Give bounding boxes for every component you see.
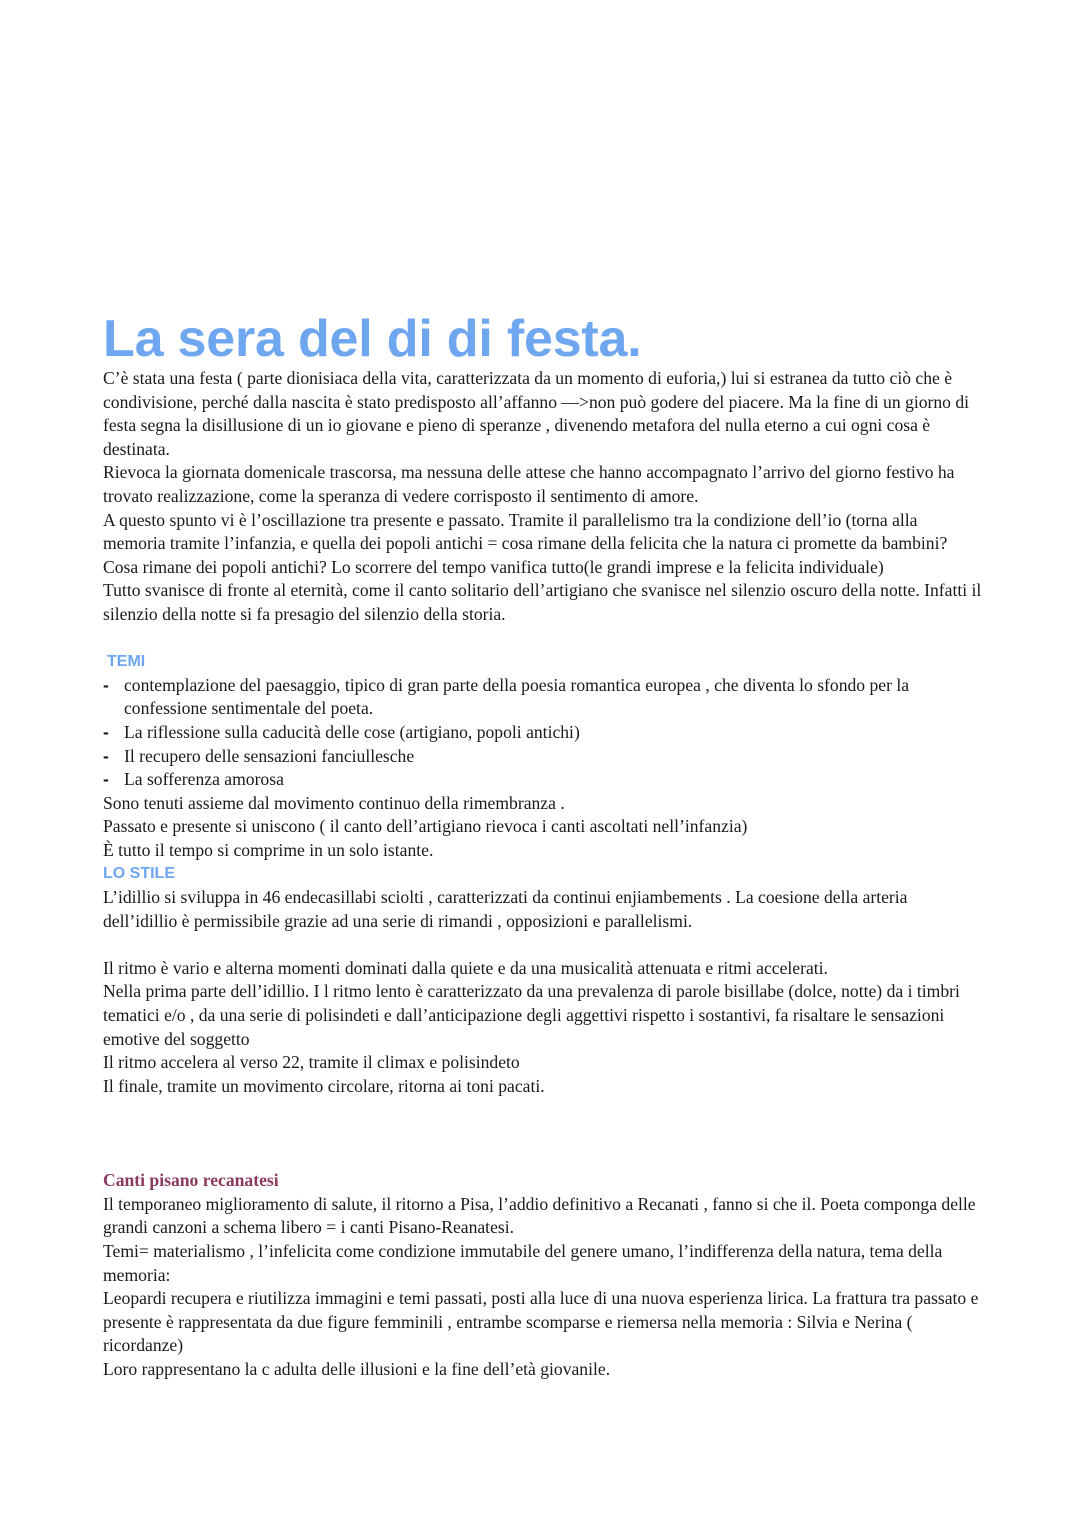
temi-note-1: Sono tenuti assieme dal movimento continuo della rimembranza . bbox=[103, 792, 565, 813]
intro-paragraph-1: C’è stata una festa ( parte dionisiaca della vita, caratterizzata da un momento di euforia,) lui si estranea da tutto ciò che è condivisione, perché dalla nascita è stato predisposto all’affanno —>non può godere del piacere. Ma la fine di un giorno di festa segna la disillusione di un io giovane e pieno di speranze , divenendo metafora del nulla eterno a cui ogni cosa è destinata. bbox=[103, 368, 970, 459]
dash-bullet-icon: - bbox=[103, 674, 109, 695]
blank-line bbox=[103, 1146, 983, 1170]
stile-heading: LO STILE bbox=[103, 865, 175, 883]
list-item bbox=[103, 721, 983, 745]
blank-line bbox=[103, 627, 983, 651]
page-title: La sera del di di festa. bbox=[103, 310, 642, 368]
temi-section bbox=[103, 650, 983, 862]
intro-paragraph-3: A questo spunto vi è l’oscillazione tra presente e passato. Tramite il parallelismo tra la condizione dell’io (torna alla memoria tramite l’infanzia, e quella dei popoli antichi = cosa rimane della felicita che la natura ci promette da bambini? Cosa rimane dei popoli antichi? Lo scorrere del tempo vanifica tutto(le grandi imprese e la felicita individuale) bbox=[103, 509, 948, 577]
canti-heading: Canti pisano recanatesi bbox=[103, 1170, 279, 1191]
intro-paragraph-4: Tutto svanisce di fronte al eternità, come il canto solitario dell’artigiano che svanisce nel silenzio oscuro della notte. Infatti il silenzio della notte si fa presagio del silenzio della storia. bbox=[103, 580, 982, 624]
temi-heading: TEMI bbox=[107, 653, 146, 671]
blank-line bbox=[103, 933, 983, 957]
temi-note-2: Passato e presente si uniscono ( il canto dell’artigiano rievoca i canti ascoltati nell’infanzia) bbox=[103, 816, 748, 837]
stile-line-4: Il finale, tramite un movimento circolare, ritorna ai toni pacati. bbox=[103, 1075, 545, 1096]
blank-line bbox=[103, 1122, 983, 1146]
stile-line-2: Nella prima parte dell’idillio. I l ritmo lento è caratterizzato da una prevalenza di parole bisillabe (dolce, notte) da i timbri tematici e/o , da una serie di polisindeti e dall’anticipazione degli aggettivi rispetto i sostantivi, fa risaltare le sensazioni emotive del soggetto bbox=[103, 981, 960, 1049]
document-content bbox=[103, 308, 983, 1382]
intro-section bbox=[103, 367, 983, 627]
temi-list bbox=[103, 674, 983, 792]
canti-line-4: Loro rappresentano la c adulta delle illusioni e la fine dell’età giovanile. bbox=[103, 1358, 611, 1379]
canti-line-1: Il temporaneo miglioramento di salute, il ritorno a Pisa, l’addio definitivo a Recanati , fanno si che il. Poeta componga delle grandi canzoni a schema libero = i canti Pisano-Reanatesi. bbox=[103, 1193, 976, 1238]
dash-bullet-icon: - bbox=[103, 769, 109, 790]
canti-line-2: Temi= materialismo , l’infelicita come condizione immutabile del genere umano, l’indifferenza della natura, tema della memoria: bbox=[103, 1240, 943, 1285]
canti-section bbox=[103, 1169, 983, 1381]
stile-line-1: Il ritmo è vario e alterna momenti dominati dalla quiete e da una musicalità attenuata e ritmi accelerati. bbox=[103, 957, 828, 978]
stile-section bbox=[103, 862, 983, 1098]
dash-bullet-icon: - bbox=[103, 745, 109, 766]
stile-line-3: Il ritmo accelera al verso 22, tramite il climax e polisindeto bbox=[103, 1052, 520, 1073]
list-item-text: La sofferenza amorosa bbox=[124, 769, 284, 790]
intro-paragraph-2: Rievoca la giornata domenicale trascorsa, ma nessuna delle attese che hanno accompagnato l’arrivo del giorno festivo ha trovato realizzazione, come la speranza di vedere corrisposto il sentimento di amore. bbox=[103, 462, 955, 506]
list-item-text: La riflessione sulla caducità delle cose (artigiano, popoli antichi) bbox=[124, 721, 580, 742]
list-item bbox=[103, 674, 983, 721]
blank-line bbox=[103, 1098, 983, 1122]
list-item bbox=[103, 745, 983, 769]
list-item bbox=[103, 768, 983, 792]
list-item-text: Il recupero delle sensazioni fanciullesche bbox=[124, 745, 415, 766]
dash-bullet-icon: - bbox=[103, 721, 109, 742]
canti-line-3: Leopardi recupera e riutilizza immagini e temi passati, posti alla luce di una nuova esperienza lirica. La frattura tra passato e presente è rappresentata da due figure femminili , entrambe scomparse e riemersa nella memoria : Silvia e Nerina ( ricordanze) bbox=[103, 1288, 979, 1356]
list-item-text: contemplazione del paesaggio, tipico di gran parte della poesia romantica europea , che diventa lo sfondo per la confessione sentimentale del poeta. bbox=[124, 674, 910, 719]
stile-paragraph-1: L’idillio si sviluppa in 46 endecasillabi sciolti , caratterizzati da continui enjiambements . La coesione della arteria dell’idillio è permissibile grazie ad una serie di rimandi , opposizioni e parallelismi. bbox=[103, 887, 908, 931]
temi-note-3: È tutto il tempo si comprime in un solo istante. bbox=[103, 839, 434, 860]
